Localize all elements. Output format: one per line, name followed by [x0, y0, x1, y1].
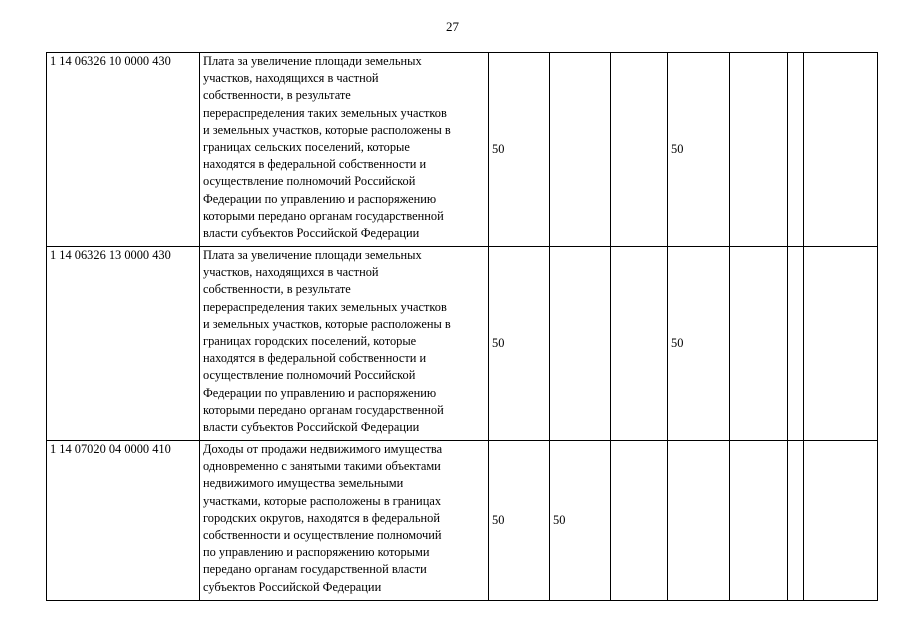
- percentage-cell-1: 50: [489, 53, 550, 247]
- percentage-cell-5: [730, 247, 788, 441]
- description-line: Плата за увеличение площади земельных: [203, 54, 422, 68]
- description-line: участков, находящихся в частной: [203, 265, 379, 280]
- description-line: находятся в федеральной собственности и: [203, 351, 427, 366]
- percentage-cell-3: [611, 441, 668, 601]
- description-line: осуществление полномочий Российской: [203, 368, 416, 383]
- percentage-cell-1: 50: [489, 441, 550, 601]
- description-line: границах сельских поселений, которые: [203, 140, 410, 155]
- table-row: [47, 247, 878, 441]
- description-line: границах городских поселений, которые: [203, 334, 417, 349]
- description-line: недвижимого имущества земельными: [203, 476, 404, 491]
- percentage-cell-5: [730, 441, 788, 601]
- description-line: собственности, в результате: [203, 282, 351, 297]
- percentage-cell-7: [804, 247, 878, 441]
- description-line: и земельных участков, которые расположены в: [203, 122, 451, 137]
- classification-code-cell: 1 14 07020 04 0000 410: [47, 441, 200, 601]
- description-line: власти субъектов Российской Федерации: [203, 226, 420, 241]
- description-line: власти субъектов Российской Федерации: [203, 420, 420, 435]
- revenue-description-cell: [200, 53, 489, 247]
- percentage-cell-4: 50: [668, 53, 730, 247]
- page-number: 27: [446, 19, 459, 34]
- percentage-cell-5: [730, 53, 788, 247]
- description-line: перераспределения таких земельных участков: [203, 299, 447, 314]
- description-line: находятся в федеральной собственности и: [203, 157, 427, 172]
- description-line: осуществление полномочий Российской: [203, 174, 416, 189]
- percentage-cell-7: [804, 441, 878, 601]
- description-line: и земельных участков, которые расположены в: [203, 316, 451, 331]
- revenue-description-cell: [200, 247, 489, 441]
- description-line: собственности, в результате: [203, 88, 351, 103]
- percentage-cell-7: [804, 53, 878, 247]
- percentage-cell-6: [788, 247, 804, 441]
- description-line: которыми передано органам государственной: [203, 402, 444, 417]
- revenue-description-cell: [200, 441, 489, 601]
- table-row: [47, 53, 878, 247]
- description-line: Плата за увеличение площади земельных: [203, 248, 422, 262]
- percentage-cell-2: [550, 247, 611, 441]
- description-line: передано органам государственной власти: [203, 562, 427, 577]
- description-line: Доходы от продажи недвижимого имущества: [203, 442, 443, 456]
- description-line: которыми передано органам государственной: [203, 208, 444, 223]
- percentage-cell-2: [550, 53, 611, 247]
- table-body: [47, 53, 878, 601]
- description-line: субъектов Российской Федерации: [203, 579, 382, 594]
- description-line: собственности и осуществление полномочий: [203, 528, 442, 543]
- description-line: одновременно с занятыми такими объектами: [203, 459, 441, 474]
- percentage-cell-1: 50: [489, 247, 550, 441]
- description-line: городских округов, находятся в федеральной: [203, 510, 440, 525]
- percentage-cell-4: [668, 441, 730, 601]
- description-line: Федерации по управлению и распоряжению: [203, 191, 437, 206]
- table-row: [47, 441, 878, 601]
- description-line: Федерации по управлению и распоряжению: [203, 385, 437, 400]
- description-line: по управлению и распоряжению которыми: [203, 545, 430, 560]
- percentage-cell-6: [788, 53, 804, 247]
- percentage-cell-3: [611, 53, 668, 247]
- budget-table: [46, 52, 878, 601]
- classification-code-cell: 1 14 06326 10 0000 430: [47, 53, 200, 247]
- description-line: перераспределения таких земельных участков: [203, 105, 447, 120]
- classification-code-cell: 1 14 06326 13 0000 430: [47, 247, 200, 441]
- percentage-cell-2: 50: [550, 441, 611, 601]
- description-line: участков, находящихся в частной: [203, 71, 379, 86]
- description-line: участками, которые расположены в границах: [203, 493, 442, 508]
- percentage-cell-4: 50: [668, 247, 730, 441]
- percentage-cell-6: [788, 441, 804, 601]
- percentage-cell-3: [611, 247, 668, 441]
